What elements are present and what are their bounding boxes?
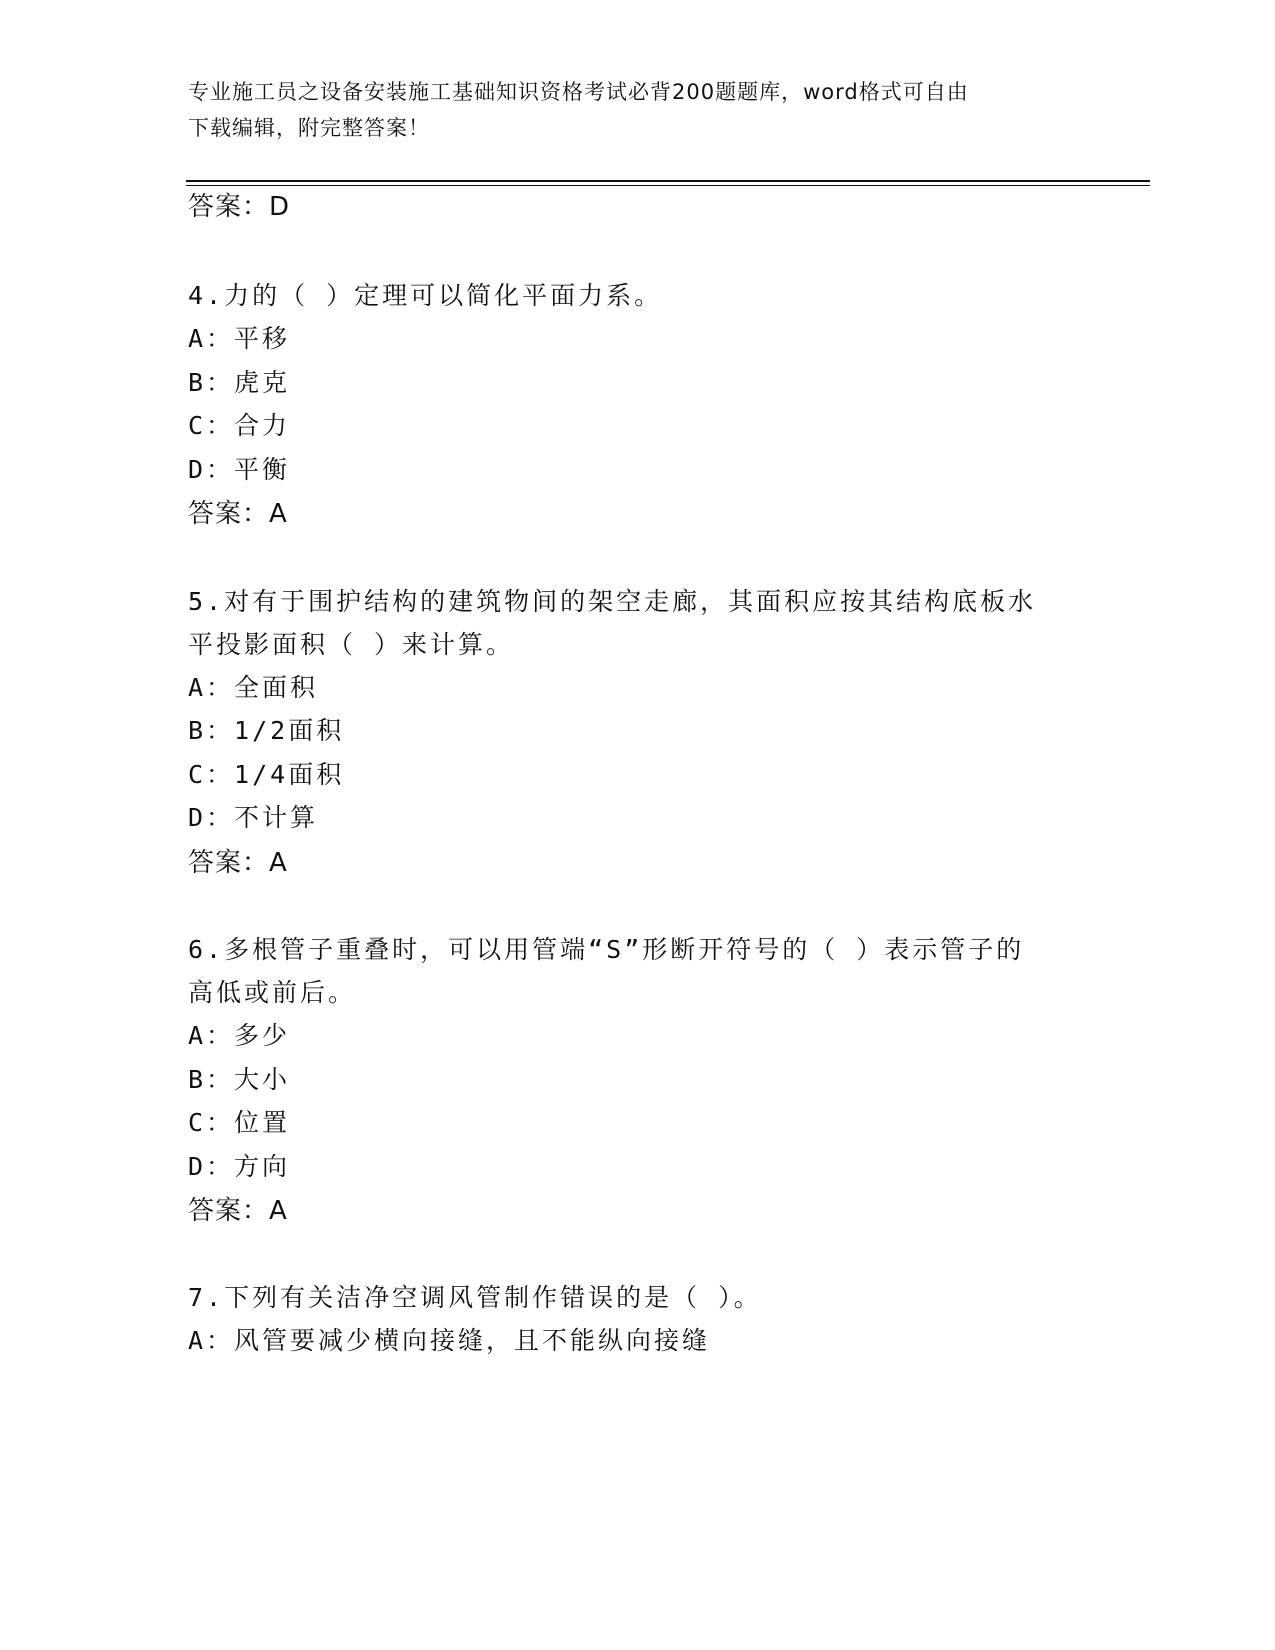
option-a: A：多少 [188,1021,291,1050]
answer-line: 答案：A [188,1196,288,1226]
option-d: D：平衡 [188,455,291,484]
header-line-2: 下载编辑，附完整答案！ [188,116,430,140]
option-b: B：虎克 [188,368,291,397]
option-a: A：平移 [188,324,291,353]
option-c: C：合力 [188,411,291,440]
option-d: D：方向 [188,1152,291,1181]
option-d: D：不计算 [188,803,319,832]
question-stem: 5.对有于围护结构的建筑物间的架空走廊，其面积应按其结构底板水 [188,587,1037,616]
option-a: A：风管要减少横向接缝，且不能纵向接缝 [188,1326,711,1355]
option-a: A：全面积 [188,673,319,702]
document-header [188,74,1068,146]
header-rule-thick [186,180,1150,182]
option-c: C：1/4面积 [188,760,345,789]
question-stem: 6.多根管子重叠时，可以用管端“S”形断开符号的（ ）表示管子的 [188,935,1025,964]
question-stem: 7.下列有关洁净空调风管制作错误的是（ ）。 [188,1283,762,1312]
answer-line: 答案：A [188,499,288,529]
option-b: B：大小 [188,1065,291,1094]
header-rule-thin [186,185,1150,186]
question-stem: 4.力的（ ）定理可以简化平面力系。 [188,281,663,310]
answer-line: 答案：A [188,848,288,878]
option-c: C：位置 [188,1108,291,1137]
answer-line: 答案：D [188,192,291,222]
option-b: B：1/2面积 [188,716,345,745]
question-stem-cont: 平投影面积（ ）来计算。 [188,630,515,659]
question-stem-cont: 高低或前后。 [188,978,357,1007]
header-line-1: 专业施工员之设备安装施工基础知识资格考试必背200题题库，word格式可自由 [188,80,969,104]
